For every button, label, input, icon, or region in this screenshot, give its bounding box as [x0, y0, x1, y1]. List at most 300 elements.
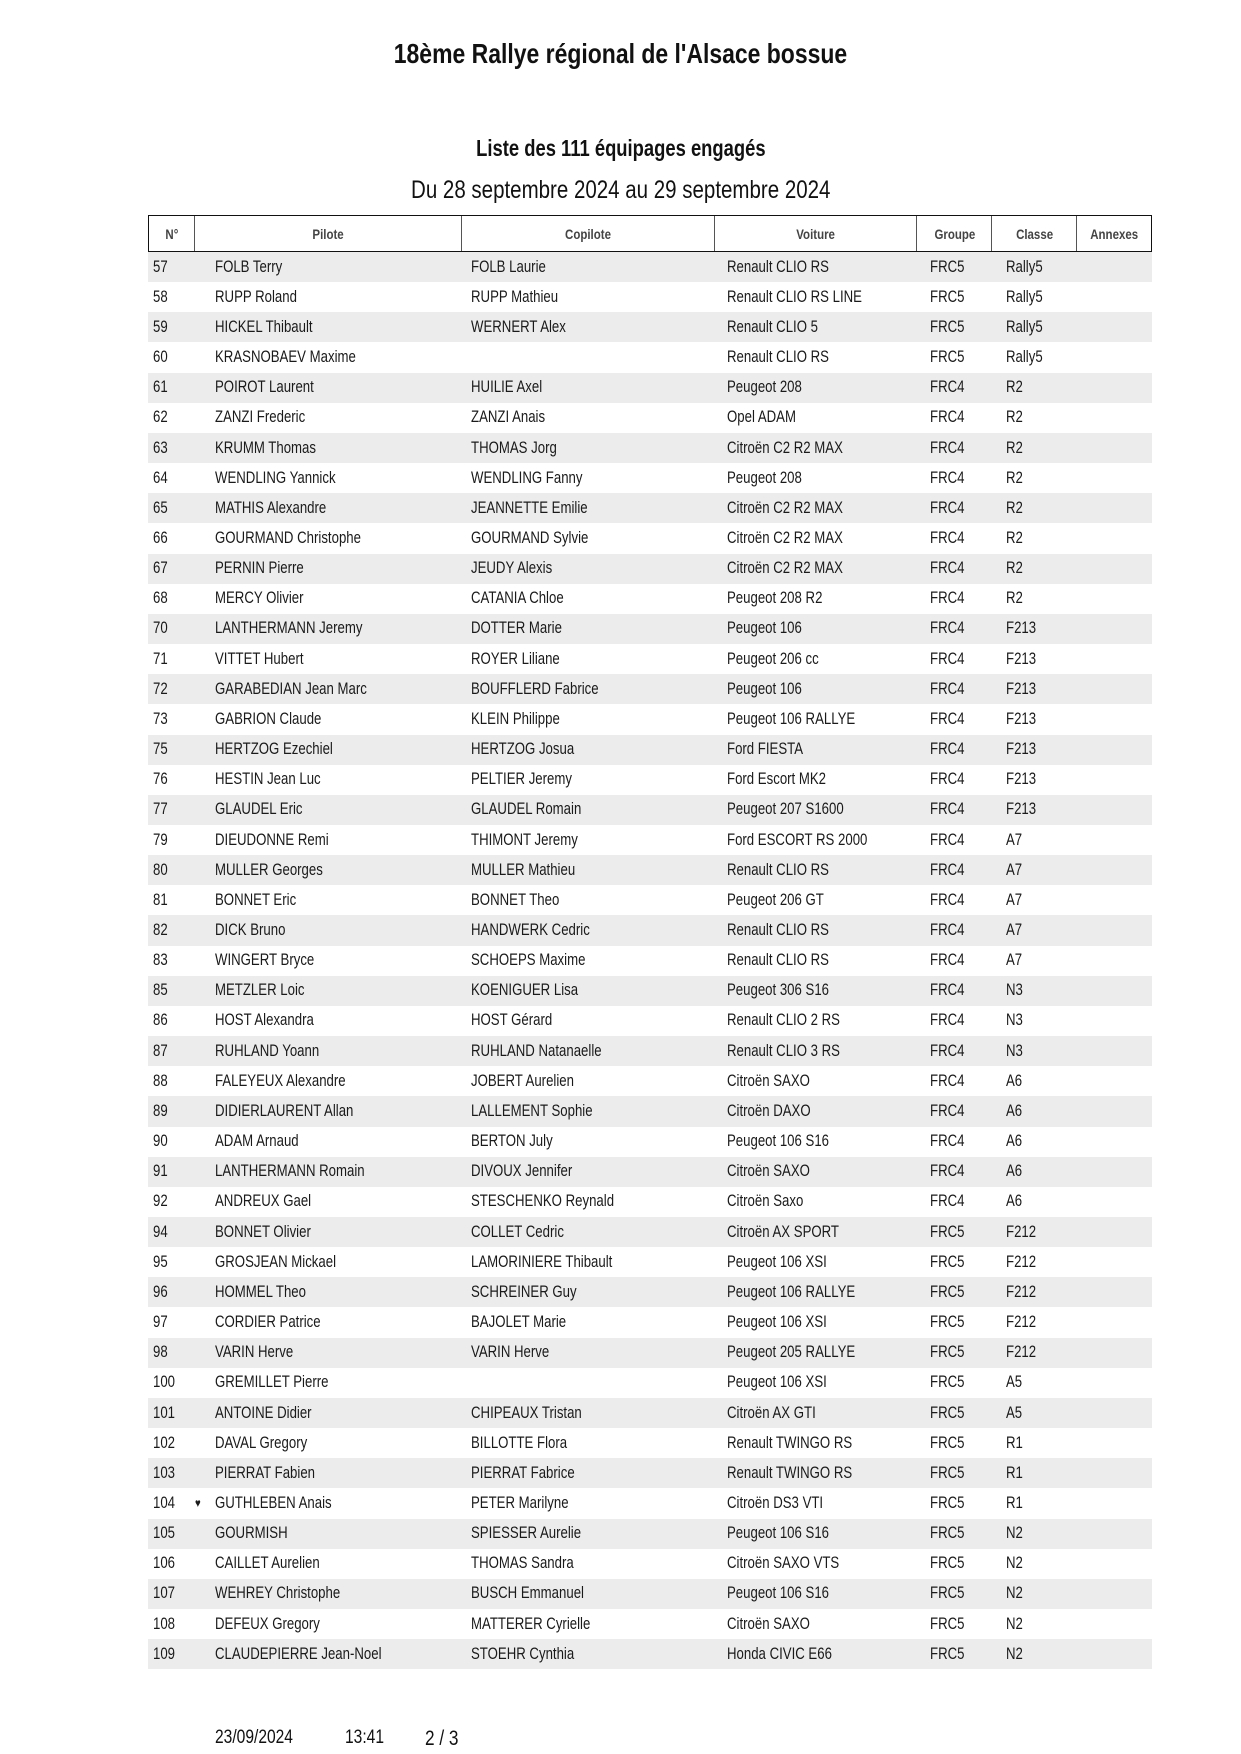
entry-number-text: 68 [153, 589, 168, 608]
copilote-name [471, 584, 587, 614]
pilote-name-text: MERCY Olivier [215, 589, 304, 608]
group-text: FRC4 [930, 438, 965, 457]
copilote-name [471, 1066, 600, 1096]
car-model [727, 1247, 852, 1277]
pilote-name-text: BONNET Eric [215, 890, 297, 909]
class [1006, 1187, 1026, 1217]
pilote-name [215, 1519, 306, 1549]
copilote-name [471, 674, 631, 704]
table-row [148, 342, 1152, 372]
car-model-text: Peugeot 106 S16 [727, 1132, 830, 1151]
pilote-name [215, 1157, 402, 1187]
car-model-text: Peugeot 306 S16 [727, 981, 830, 1000]
copilote-name-text: GLAUDEL Romain [471, 800, 582, 819]
group [930, 825, 973, 855]
group [930, 433, 973, 463]
car-model [727, 1006, 868, 1036]
group-text: FRC5 [930, 1403, 965, 1422]
class [1006, 312, 1052, 342]
entry-number [153, 493, 171, 523]
entry-number [153, 1428, 181, 1458]
class [1006, 1096, 1026, 1126]
entry-number [153, 523, 171, 553]
entry-number-text: 91 [153, 1162, 168, 1181]
entry-number-text: 89 [153, 1101, 168, 1120]
car-model [727, 1036, 868, 1066]
group-text: FRC4 [930, 1011, 965, 1030]
copilote-name [471, 855, 601, 885]
pilote-name-text: CORDIER Patrice [215, 1313, 321, 1332]
class-text: A5 [1006, 1403, 1023, 1422]
group [930, 554, 973, 584]
car-model [727, 644, 842, 674]
entry-number-text: 66 [153, 528, 168, 547]
car-model [727, 1187, 822, 1217]
group-text: FRC4 [930, 528, 965, 547]
copilote-name-text: SPIESSER Aurelie [471, 1524, 582, 1543]
pilote-name [215, 554, 326, 584]
entry-number-text: 57 [153, 257, 168, 276]
table-row [148, 1307, 1152, 1337]
car-model-text: Citroën C2 R2 MAX [727, 438, 843, 457]
pilote-name-text: RUHLAND Yoann [215, 1041, 320, 1060]
class-text: R1 [1006, 1493, 1023, 1512]
copilote-name-text: BAJOLET Marie [471, 1313, 567, 1332]
table-row [148, 1127, 1152, 1157]
car-model-text: Peugeot 207 S1600 [727, 800, 844, 819]
entry-number-text: 61 [153, 378, 168, 397]
class-text: F213 [1006, 740, 1037, 759]
entry-number-text: 63 [153, 438, 168, 457]
copilote-name-text: HERTZOG Josua [471, 740, 575, 759]
table-row [148, 976, 1152, 1006]
entry-number [153, 1458, 181, 1488]
class-text: N3 [1006, 1011, 1023, 1030]
car-model-text: Renault CLIO RS [727, 257, 829, 276]
group [930, 1127, 973, 1157]
entry-number [153, 915, 171, 945]
car-model [727, 855, 854, 885]
column-header-label: N° [165, 225, 178, 242]
group [930, 373, 973, 403]
table-row [148, 704, 1152, 734]
car-model-text: Peugeot 106 XSI [727, 1252, 827, 1271]
copilote-name-text: SCHREINER Guy [471, 1282, 577, 1301]
car-model [727, 554, 872, 584]
table-row [148, 765, 1152, 795]
group [930, 1609, 973, 1639]
class-text: A7 [1006, 951, 1023, 970]
pilote-name [215, 915, 303, 945]
pilote-name-text: GABRION Claude [215, 709, 322, 728]
class [1006, 825, 1026, 855]
pilote-name [215, 1247, 366, 1277]
entry-number [153, 1519, 181, 1549]
pilote-name [215, 825, 357, 855]
print-date-text: 23/09/2024 [215, 1727, 293, 1748]
pilote-name-text: ADAM Arnaud [215, 1132, 299, 1151]
entry-number [153, 433, 171, 463]
copilote-name-text: ROYER Liliane [471, 649, 560, 668]
class-text: N3 [1006, 981, 1023, 1000]
pilote-name [215, 1609, 346, 1639]
pilote-name [215, 1036, 345, 1066]
table-row [148, 373, 1152, 403]
pilote-name [215, 855, 350, 885]
entry-number-text: 58 [153, 287, 168, 306]
pilote-name [215, 282, 317, 312]
group [930, 1277, 973, 1307]
copilote-name [471, 1187, 650, 1217]
car-model-text: Renault CLIO RS LINE [727, 287, 862, 306]
class-text: Rally5 [1006, 317, 1043, 336]
class-text: R2 [1006, 378, 1023, 397]
class-text: Rally5 [1006, 287, 1043, 306]
entry-number-text: 71 [153, 649, 168, 668]
entry-number-text: 75 [153, 740, 168, 759]
group-text: FRC4 [930, 378, 965, 397]
table-row [148, 946, 1152, 976]
entry-number [153, 1398, 181, 1428]
pilote-name-text: DIDIERLAURENT Allan [215, 1101, 354, 1120]
group-text: FRC4 [930, 860, 965, 879]
copilote-name-text: KOENIGUER Lisa [471, 981, 579, 1000]
car-model [727, 765, 851, 795]
class [1006, 1338, 1044, 1368]
car-model [727, 1428, 883, 1458]
column-header-pilote [195, 216, 462, 251]
pilote-name-text: HESTIN Jean Luc [215, 770, 321, 789]
copilote-name-text: CATANIA Chloe [471, 589, 564, 608]
class [1006, 1217, 1044, 1247]
group [930, 885, 973, 915]
table-row [148, 825, 1152, 855]
pilote-name-text: MATHIS Alexandre [215, 498, 327, 517]
class-text: N2 [1006, 1644, 1023, 1663]
class-text: N2 [1006, 1524, 1023, 1543]
entry-number-text: 73 [153, 709, 168, 728]
class-text: F212 [1006, 1313, 1037, 1332]
group [930, 1458, 973, 1488]
car-model-text: Renault CLIO RS [727, 860, 829, 879]
copilote-name-text: HUILIE Axel [471, 378, 543, 397]
class [1006, 1488, 1027, 1518]
group-text: FRC4 [930, 921, 965, 940]
table-row [148, 1096, 1152, 1126]
entry-number [153, 1338, 171, 1368]
copilote-name [471, 644, 582, 674]
entry-number-text: 108 [153, 1614, 176, 1633]
group-text: FRC5 [930, 1554, 965, 1573]
class [1006, 915, 1026, 945]
table-row [148, 463, 1152, 493]
entry-number [153, 584, 171, 614]
copilote-name-text: BILLOTTE Flora [471, 1433, 568, 1452]
car-model-text: Peugeot 106 XSI [727, 1313, 827, 1332]
class [1006, 674, 1044, 704]
car-model-text: Renault CLIO RS [727, 921, 829, 940]
table-row [148, 584, 1152, 614]
car-model-text: Renault TWINGO RS [727, 1433, 853, 1452]
entry-number [153, 614, 171, 644]
pilote-name [215, 1127, 320, 1157]
pilote-name [215, 1428, 330, 1458]
copilote-name-text: WERNERT Alex [471, 317, 566, 336]
entry-number-text: 83 [153, 951, 168, 970]
copilote-name-text: MATTERER Cyrielle [471, 1614, 591, 1633]
class [1006, 1307, 1044, 1337]
group-text: FRC4 [930, 1132, 965, 1151]
group-text: FRC4 [930, 770, 965, 789]
copilote-name [471, 1549, 599, 1579]
entry-number [153, 1066, 171, 1096]
car-model [727, 433, 872, 463]
copilote-name-text: STOEHR Cynthia [471, 1644, 575, 1663]
page-footer [0, 1727, 1241, 1753]
class [1006, 1157, 1026, 1187]
copilote-name [471, 825, 605, 855]
pilote-name [215, 523, 397, 553]
group-text: FRC5 [930, 1433, 965, 1452]
entry-number-text: 88 [153, 1071, 168, 1090]
pilote-name [215, 373, 339, 403]
pilote-name [215, 1488, 361, 1518]
class-text: R1 [1006, 1433, 1023, 1452]
car-model [727, 704, 887, 734]
copilote-name-text: COLLET Cedric [471, 1222, 564, 1241]
table-row [148, 915, 1152, 945]
group-text: FRC5 [930, 1614, 965, 1633]
table-body [148, 252, 1152, 1669]
entry-number-text: 67 [153, 559, 168, 578]
list-subtitle [0, 135, 1241, 162]
group-text: FRC5 [930, 1252, 965, 1271]
pilote-name-text: KRASNOBAEV Maxime [215, 348, 356, 367]
copilote-name [471, 523, 618, 553]
entry-number [153, 1187, 171, 1217]
copilote-name-text: BONNET Theo [471, 890, 560, 909]
group [930, 765, 973, 795]
group-text: FRC5 [930, 1282, 965, 1301]
copilote-name [471, 1338, 569, 1368]
group [930, 1338, 973, 1368]
car-model [727, 1488, 847, 1518]
copilote-name-text: JEANNETTE Emilie [471, 498, 588, 517]
class [1006, 1006, 1027, 1036]
car-model-text: Peugeot 208 [727, 378, 802, 397]
car-model-text: Citroën C2 R2 MAX [727, 528, 843, 547]
class [1006, 584, 1027, 614]
copilote-name [471, 493, 617, 523]
table-header [148, 215, 1152, 252]
class [1006, 282, 1052, 312]
copilote-name [471, 463, 610, 493]
class [1006, 614, 1044, 644]
entry-number-text: 101 [153, 1403, 176, 1422]
car-model-text: Citroën SAXO [727, 1071, 810, 1090]
pilote-name [215, 1277, 329, 1307]
group [930, 282, 973, 312]
table-row [148, 855, 1152, 885]
pilote-name-text: HOST Alexandra [215, 1011, 314, 1030]
copilote-name [471, 1157, 598, 1187]
entry-number-text: 77 [153, 800, 168, 819]
group [930, 1579, 973, 1609]
copilote-name-text: ZANZI Anais [471, 408, 546, 427]
group-text: FRC4 [930, 709, 965, 728]
group-text: FRC5 [930, 348, 965, 367]
class [1006, 946, 1026, 976]
pilote-name-text: VARIN Herve [215, 1343, 294, 1362]
class-text: Rally5 [1006, 257, 1043, 276]
pilote-name [215, 312, 337, 342]
group-text: FRC4 [930, 1071, 965, 1090]
table-row [148, 554, 1152, 584]
pilote-name [215, 342, 391, 372]
class [1006, 1609, 1027, 1639]
group [930, 1066, 973, 1096]
pilote-name [215, 1187, 335, 1217]
group [930, 704, 973, 734]
pilote-name-text: GUTHLEBEN Anais [215, 1493, 332, 1512]
entry-number-text: 92 [153, 1192, 168, 1211]
copilote-name [471, 312, 590, 342]
copilote-name-text: WENDLING Fanny [471, 468, 583, 487]
entry-number-text: 72 [153, 679, 168, 698]
table-row [148, 433, 1152, 463]
car-model [727, 1458, 883, 1488]
entry-number-text: 86 [153, 1011, 168, 1030]
entry-number-text: 109 [153, 1644, 176, 1663]
car-model [727, 584, 846, 614]
class-text: A7 [1006, 890, 1023, 909]
pilote-name [215, 674, 405, 704]
car-model-text: Ford Escort MK2 [727, 770, 827, 789]
pilote-name-text: CAILLET Aurelien [215, 1554, 320, 1573]
car-model-text: Peugeot 106 S16 [727, 1524, 830, 1543]
pilote-name-text: MULLER Georges [215, 860, 323, 879]
car-model [727, 1368, 852, 1398]
table-row [148, 282, 1152, 312]
entry-number [153, 312, 171, 342]
group [930, 584, 973, 614]
copilote-name-text: VARIN Herve [471, 1343, 550, 1362]
group-text: FRC5 [930, 1493, 965, 1512]
class [1006, 342, 1052, 372]
class-text: Rally5 [1006, 348, 1043, 367]
pilote-name-text: LANTHERMANN Romain [215, 1162, 365, 1181]
entry-number [153, 282, 171, 312]
class-text: A6 [1006, 1101, 1023, 1120]
class [1006, 1579, 1027, 1609]
page-number-text: 2 / 3 [425, 1727, 459, 1750]
pilote-name-text: PERNIN Pierre [215, 559, 304, 578]
car-model [727, 1639, 858, 1669]
car-model [727, 825, 902, 855]
group [930, 674, 973, 704]
group [930, 795, 973, 825]
class [1006, 1549, 1027, 1579]
table-row [148, 1549, 1152, 1579]
column-header-label: Annexes [1090, 225, 1139, 242]
table-row [148, 312, 1152, 342]
class [1006, 735, 1044, 765]
pilote-name [215, 1549, 346, 1579]
pilote-name-text: ANTOINE Didier [215, 1403, 312, 1422]
copilote-name [471, 735, 600, 765]
class [1006, 1127, 1026, 1157]
car-model-text: Peugeot 106 RALLYE [727, 709, 856, 728]
car-model [727, 1579, 855, 1609]
class [1006, 1458, 1027, 1488]
car-model [727, 976, 855, 1006]
copilote-name-text: RUPP Mathieu [471, 287, 559, 306]
class [1006, 765, 1044, 795]
class-text: N3 [1006, 1041, 1023, 1060]
car-model-text: Peugeot 106 RALLYE [727, 1282, 856, 1301]
copilote-name-text: DOTTER Marie [471, 619, 562, 638]
group [930, 976, 973, 1006]
class-text: R2 [1006, 528, 1023, 547]
entry-number-text: 107 [153, 1584, 176, 1603]
copilote-name [471, 1488, 593, 1518]
copilote-name [471, 704, 582, 734]
pilote-name-text: WENDLING Yannick [215, 468, 336, 487]
class-text: N2 [1006, 1614, 1023, 1633]
pilote-name-text: WEHREY Christophe [215, 1584, 341, 1603]
car-model-text: Citroën DAXO [727, 1101, 811, 1120]
class [1006, 1519, 1027, 1549]
column-header-label: Copilote [565, 225, 612, 242]
car-model-text: Citroën AX SPORT [727, 1222, 840, 1241]
car-model-text: Citroën C2 R2 MAX [727, 559, 843, 578]
entry-number-text: 81 [153, 890, 168, 909]
entry-number-text: 95 [153, 1252, 168, 1271]
column-header-label: Classe [1015, 225, 1053, 242]
copilote-name-text: THIMONT Jeremy [471, 830, 578, 849]
date-range [0, 176, 1241, 205]
car-model [727, 946, 854, 976]
class [1006, 523, 1027, 553]
copilote-name-text: LAMORINIERE Thibault [471, 1252, 613, 1271]
car-model-text: Peugeot 106 S16 [727, 1584, 830, 1603]
copilote-name-text: CHIPEAUX Tristan [471, 1403, 582, 1422]
copilote-name-text: GOURMAND Sylvie [471, 528, 589, 547]
class [1006, 1247, 1044, 1277]
copilote-name-text: SCHOEPS Maxime [471, 951, 586, 970]
car-model [727, 1307, 852, 1337]
print-time [345, 1727, 393, 1749]
car-model-text: Citroën SAXO VTS [727, 1554, 840, 1573]
pilote-name [215, 1579, 372, 1609]
entry-number [153, 1307, 171, 1337]
pilote-name-text: ANDREUX Gael [215, 1192, 312, 1211]
group-text: FRC4 [930, 800, 965, 819]
group-text: FRC4 [930, 498, 965, 517]
group [930, 946, 973, 976]
group [930, 523, 973, 553]
group-text: FRC4 [930, 1192, 965, 1211]
group-text: FRC4 [930, 1101, 965, 1120]
pilote-name [215, 1458, 340, 1488]
copilote-name [471, 976, 605, 1006]
copilote-name-text: KLEIN Philippe [471, 709, 560, 728]
group-text: FRC4 [930, 559, 965, 578]
copilote-name-text: PIERRAT Fabrice [471, 1463, 575, 1482]
entry-number-text: 59 [153, 317, 168, 336]
event-title: 18ème Rallye régional de l'Alsace bossue [393, 38, 848, 69]
class [1006, 1036, 1027, 1066]
